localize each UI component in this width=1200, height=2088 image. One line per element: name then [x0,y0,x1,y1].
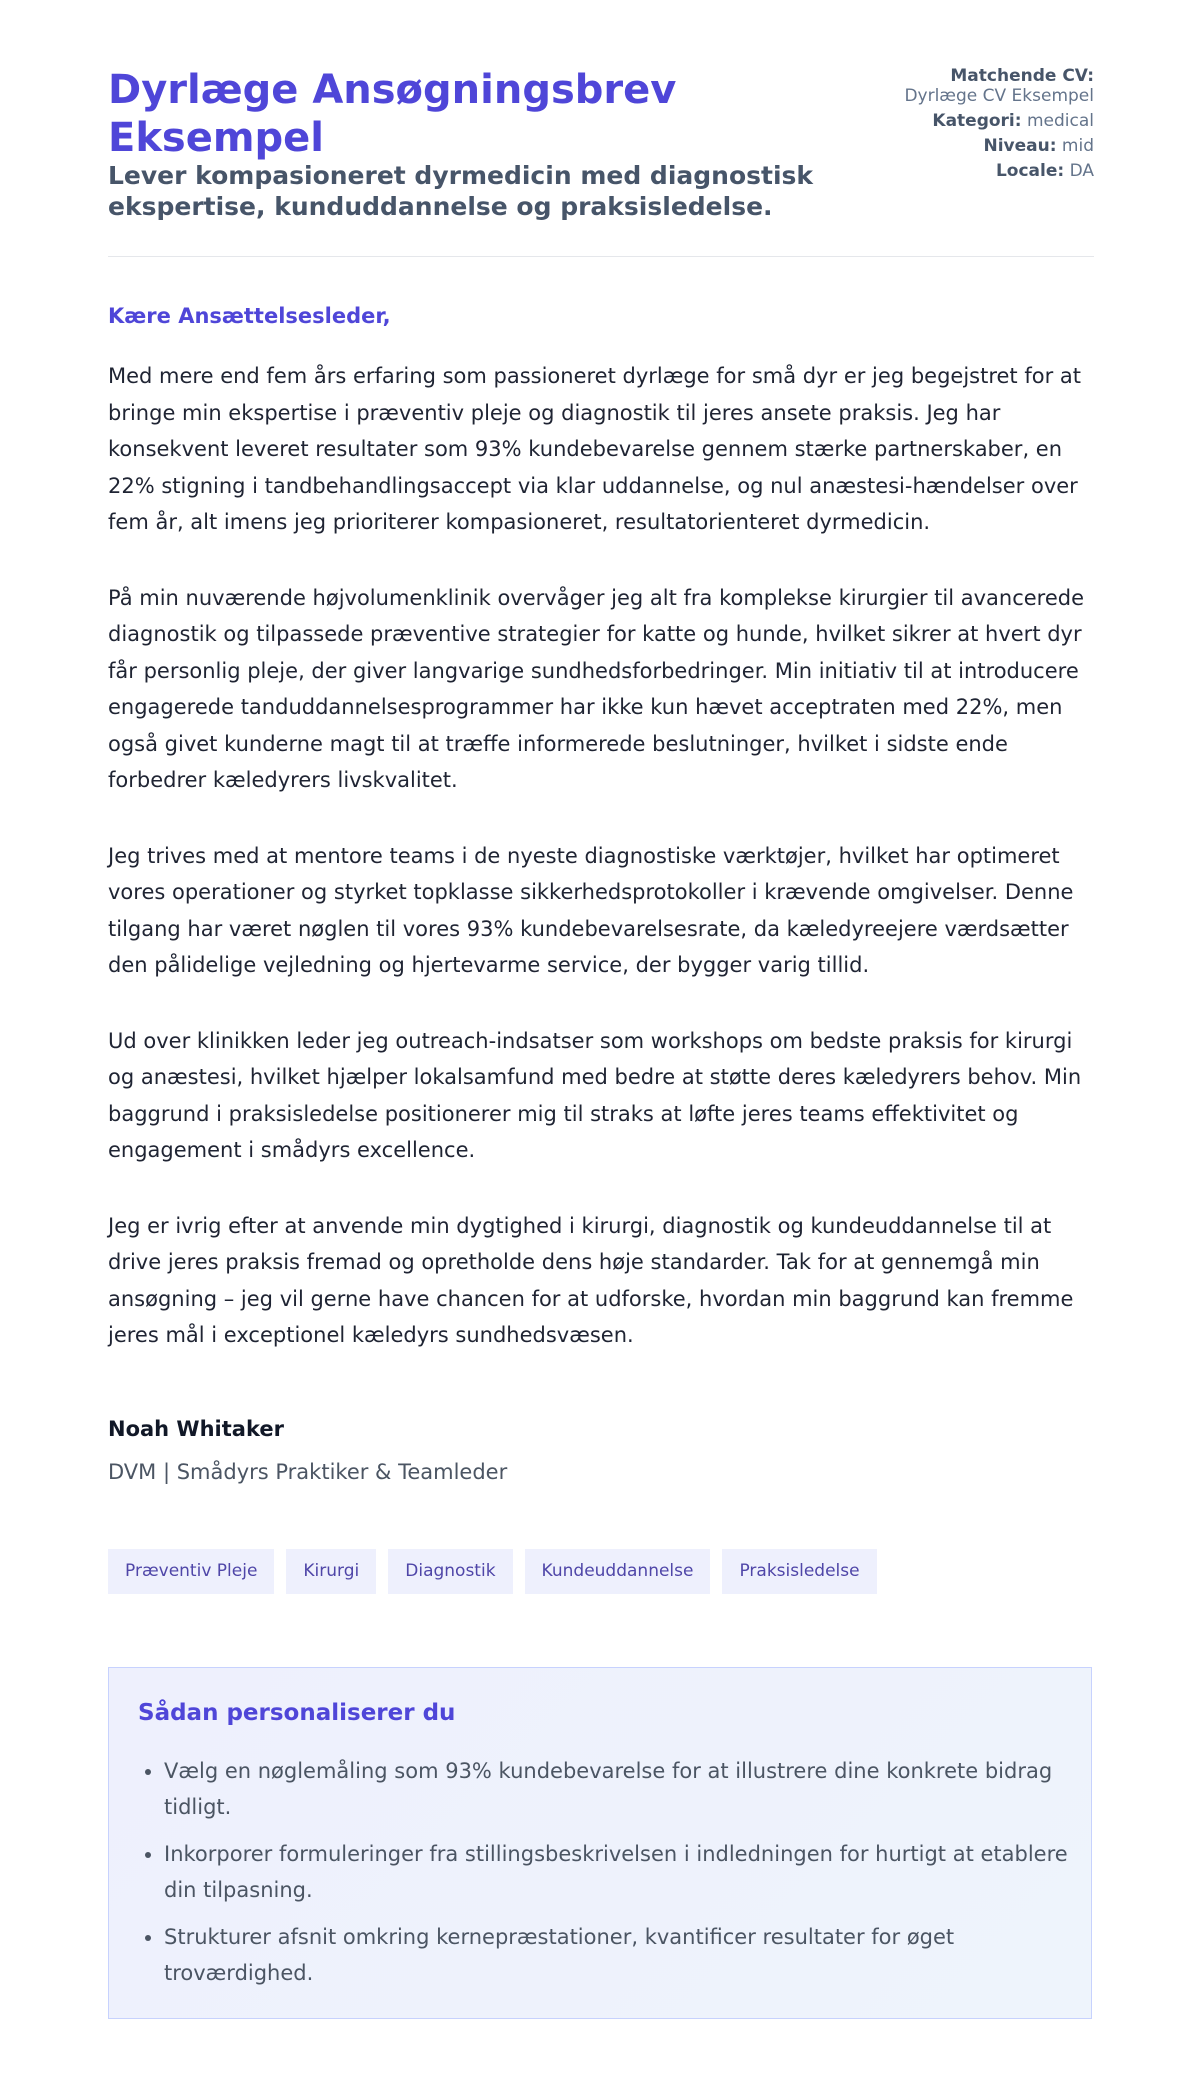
meta-level-value: mid [1061,136,1094,156]
meta-locale-value: DA [1069,161,1094,181]
meta-category-value: medical [1026,111,1094,131]
letter-paragraph: Ud over klinikken leder jeg outreach-indsatser som workshops om bedste praksis for kirurgi og anæstesi, hvilket hjælper lokalsamfund med bedre at støtte deres kæledyrers behov. Min baggrund i praksisledelse positionerer mig til straks at løfte jeres teams effektivitet og engagement i smådyrs excellence. [108,1028,1082,1162]
page-subtitle: Lever kompasioneret dyrmedicin med diagnostisk ekspertise, kunduddannelse og praksisledelse. [108,161,814,221]
signature-name: Noah Whitaker [108,1417,284,1441]
signature-title: DVM | Smådyrs Praktiker & Teamleder [108,1460,508,1484]
tip-item: • Inkorporer formuleringer fra stillingsbeskrivelsen i indledningen for hurtigt at etablere din tilpasning. [164,1837,1094,1908]
page-title: Dyrlæge Ansøgningsbrev Eksempel [108,67,677,161]
tips-title: Sådan personaliserer du [138,1700,456,1726]
tips-list [138,1754,1094,2003]
letter-paragraph: På min nuværende højvolumenklinik overvåger jeg alt fra komplekse kirurgier til avancerede diagnostik og tilpassede præventive strategier for katte og hunde, hvilket sikrer at hvert dyr får personlig pleje, der giver langvarige sundhedsforbedringer. Min initiativ til at introducere engagerede tanduddannelsesprogrammer har ikke kun hævet acceptraten med 22%, men også givet kunderne magt til at træffe informerede beslutninger, hvilket i sidste ende forbedrer kæledyrers livskvalitet. [108,585,1085,792]
skill-tag[interactable]: Kirurgi [286,1549,376,1594]
tip-item: • Vælg en nøglemåling som 93% kundebevarelse for at illustrere dine konkrete bidrag tidligt. [164,1754,1094,1825]
skill-tag[interactable]: Praksisledelse [722,1549,876,1594]
meta-category [894,111,1094,131]
skill-tag[interactable]: Kundeuddannelse [525,1549,711,1594]
meta-level [894,136,1094,156]
meta-matching-cv [894,66,1094,106]
meta-locale [894,161,1094,181]
tip-item: • Strukturer afsnit omkring kernepræstationer, kvantificer resultater for øget troværdighed. [164,1920,1094,1991]
letter-salutation: Kære Ansættelsesleder, [108,304,391,328]
letter-paragraph: Med mere end fem års erfaring som passioneret dyrlæge for små dyr er jeg begejstret for at bringe min ekspertise i præventiv pleje og diagnostik til jeres ansete praksis. Jeg har konsekvent leveret resultater som 93% kundebevarelse gennem stærke partnerskaber, en 22% stigning i tandbehandlingsaccept via klar uddannelse, og nul anæstesi-hændelser over fem år, alt imens jeg prioriterer kompasioneret, resultatorienteret dyrmedicin. [108,364,1081,534]
page-header [108,66,1094,257]
meta-category-label: Kategori: [932,111,1022,131]
skill-tags [108,1549,877,1594]
meta-level-label: Niveau: [983,136,1057,156]
letter-paragraph: Jeg er ivrig efter at anvende min dygtighed i kirurgi, diagnostik og kundeuddannelse til at drive jeres praksis fremad og opretholde dens høje standarder. Tak for at gennemgå min ansøgning – jeg vil gerne have chancen for at udforske, hvordan min baggrund kan fremme jeres mål i exceptionel kæledyrs sundhedsvæsen. [108,1213,1074,1347]
personalization-tips [108,1667,1092,2019]
meta-matching-cv-value[interactable]: Dyrlæge CV Eksempel [904,86,1094,106]
letter-body [108,358,1098,1393]
skill-tag[interactable]: Diagnostik [388,1549,512,1594]
meta-panel [894,66,1094,186]
meta-matching-cv-label: Matchende CV: [950,66,1094,86]
meta-locale-label: Locale: [995,161,1065,181]
letter-paragraph: Jeg trives med at mentore teams i de nyeste diagnostiske værktøjer, hvilket har optimeret vores operationer og styrket topklasse sikkerhedsprotokoller i krævende omgivelser. Denne tilgang har været nøglen til vores 93% kundebevarelsesrate, da kæledyreejere værdsætter den pålidelige vejledning og hjertevarme service, der bygger varig tillid. [108,843,1074,977]
skill-tag[interactable]: Præventiv Pleje [108,1549,274,1594]
